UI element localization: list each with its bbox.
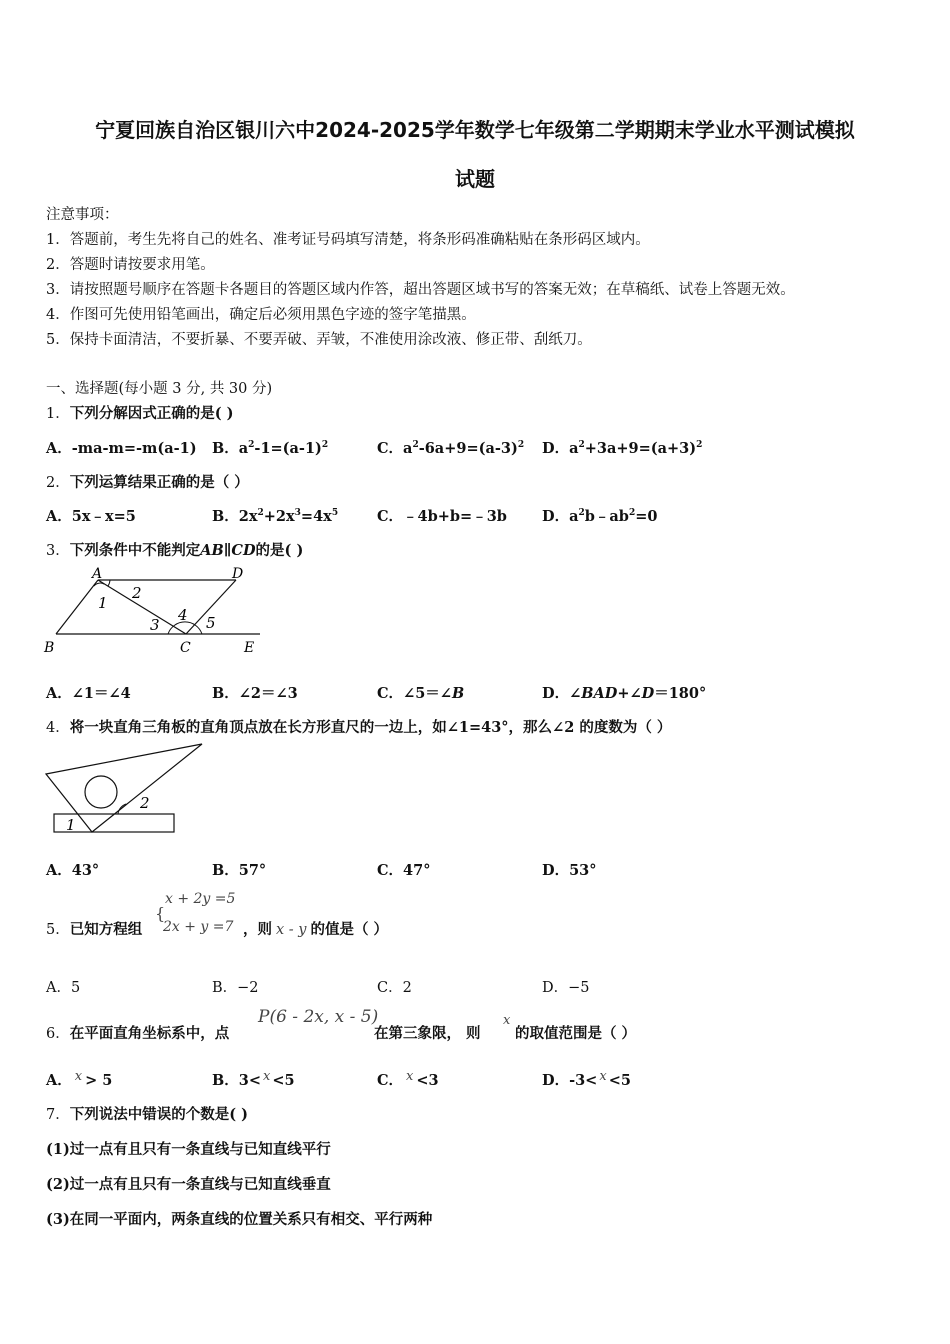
question-3 bbox=[46, 539, 303, 560]
question-7 bbox=[46, 1103, 248, 1124]
option-part: <5 bbox=[272, 1072, 295, 1089]
option-part-italic: BAD bbox=[581, 685, 618, 702]
math-variable: x bbox=[503, 1013, 511, 1028]
q2-option-c: C．﹣4b+b=﹣3b bbox=[377, 508, 507, 525]
angle-label-2: 2 bbox=[140, 794, 150, 812]
question-text: 在第三象限， 则 bbox=[374, 1025, 481, 1042]
q6-option-c bbox=[377, 1069, 439, 1090]
q5-option-b: B．−2 bbox=[212, 980, 259, 996]
question-6-cont bbox=[374, 1022, 481, 1043]
triangle-hole bbox=[85, 776, 117, 808]
option-part: <3 bbox=[416, 1072, 439, 1089]
notice-heading: 注意事项： bbox=[46, 207, 119, 223]
exponent: 2 bbox=[412, 440, 419, 451]
option-part: ＝180° bbox=[654, 685, 707, 702]
question-text: 下列条件中不能判定 bbox=[69, 542, 201, 559]
option-part: -6a+9=(a-3) bbox=[418, 440, 518, 457]
question-text: 下列说法中错误的个数是( ) bbox=[69, 1106, 249, 1123]
exponent: 3 bbox=[294, 508, 301, 519]
q3-option-b: B．∠2＝∠3 bbox=[212, 685, 298, 702]
question-text: ，则 bbox=[243, 921, 272, 938]
question-number: 2． bbox=[46, 475, 70, 491]
q2-option-b bbox=[212, 505, 338, 526]
math-variable: x bbox=[599, 1069, 607, 1084]
q6-option-a bbox=[46, 1069, 112, 1090]
question-6 bbox=[46, 1022, 229, 1043]
exponent: 2 bbox=[696, 440, 703, 451]
math-variable: x bbox=[74, 1069, 83, 1084]
exponent: 2 bbox=[578, 508, 585, 519]
option-part: =4x bbox=[300, 508, 332, 525]
option-part-italic: D bbox=[641, 685, 655, 702]
notice-item: 4．作图可先使用铅笔画出，确定后必须用黑色字迹的签字笔描黑。 bbox=[46, 307, 476, 323]
option-part: D．a bbox=[542, 440, 579, 457]
point-label-d: D bbox=[232, 566, 244, 582]
point-expression: P(6 - 2x, x - 5) bbox=[258, 1007, 379, 1027]
q3-option-a: A．∠1＝∠4 bbox=[46, 685, 131, 702]
option-part: D．-3< bbox=[542, 1072, 598, 1089]
section-heading: 一、选择题(每小题 3 分, 共 30 分) bbox=[46, 381, 273, 397]
notice-item: 2．答题时请按要求用笔。 bbox=[46, 257, 215, 273]
exponent: 2 bbox=[628, 508, 636, 519]
q6-option-b bbox=[212, 1069, 295, 1090]
question-text: 已知方程组 bbox=[69, 921, 143, 938]
exponent: 2 bbox=[578, 440, 585, 451]
angle-label-2: 2 bbox=[132, 584, 142, 602]
question-text: 的取值范围是（ ） bbox=[515, 1025, 637, 1042]
question-text: 下列分解因式正确的是( ) bbox=[69, 405, 234, 422]
option-part: <5 bbox=[608, 1072, 631, 1089]
angle-label-4: 4 bbox=[178, 606, 188, 624]
q1-option-c bbox=[377, 437, 524, 458]
math-expression: x - y bbox=[276, 922, 307, 938]
question-text: 的是( ) bbox=[255, 542, 304, 559]
option-part-italic: B bbox=[451, 685, 465, 702]
q5-option-d: D．−5 bbox=[542, 980, 590, 996]
q4-option-d: D．53° bbox=[542, 862, 597, 879]
option-part: B．3< bbox=[212, 1072, 261, 1089]
question-number: 6． bbox=[46, 1026, 70, 1042]
q3-figure bbox=[40, 562, 270, 658]
option-part: C．∠5＝∠ bbox=[377, 685, 452, 702]
angle-arc bbox=[108, 580, 110, 586]
line-ac bbox=[98, 580, 186, 634]
exponent: 2 bbox=[321, 440, 329, 451]
q5-option-c: C．2 bbox=[377, 980, 412, 996]
q7-statement-3: (3)在同一平面内，两条直线的位置关系只有相交、平行两种 bbox=[46, 1211, 433, 1228]
equation-2: 2x + y =7 bbox=[163, 919, 234, 935]
option-part: D．a bbox=[542, 508, 579, 525]
q4-figure bbox=[40, 742, 210, 838]
q7-statement-2: (2)过一点有且只有一条直线与已知直线垂直 bbox=[46, 1176, 331, 1193]
math-variable: x bbox=[406, 1069, 414, 1084]
question-text-italic: AB∥CD bbox=[200, 542, 256, 559]
question-text: 在平面直角坐标系中，点 bbox=[69, 1025, 230, 1042]
q4-option-c: C．47° bbox=[377, 862, 431, 879]
point-label-b: B bbox=[44, 640, 55, 656]
question-number: 5． bbox=[46, 922, 70, 938]
question-6-tail bbox=[515, 1022, 636, 1043]
exponent: 5 bbox=[331, 508, 339, 519]
angle-label-1: 1 bbox=[66, 816, 76, 834]
angle-label-1: 1 bbox=[98, 594, 108, 612]
exponent: 2 bbox=[257, 508, 264, 519]
option-part: +3a+9=(a+3) bbox=[584, 440, 697, 457]
point-label-e: E bbox=[244, 640, 255, 656]
question-1 bbox=[46, 402, 234, 423]
question-text: 将一块直角三角板的直角顶点放在长方形直尺的一边上，如∠1=43°，那么∠2 的度数为（ ） bbox=[69, 719, 672, 736]
question-number: 1． bbox=[46, 406, 70, 422]
q2-option-d bbox=[542, 505, 657, 526]
question-number: 7． bbox=[46, 1107, 70, 1123]
question-4 bbox=[46, 716, 671, 737]
notice-item: 5．保持卡面清洁，不要折暴、不要弄破、弄皱，不准使用涂改液、修正带、刮纸刀。 bbox=[46, 332, 592, 348]
exponent: 2 bbox=[517, 440, 525, 451]
point-label-a: A bbox=[92, 566, 103, 582]
option-part: D．∠ bbox=[542, 685, 582, 702]
angle-label-3: 3 bbox=[150, 616, 160, 634]
notice-item: 3．请按照题号顺序在答题卡各题目的答题区域内作答，超出答题区域书写的答案无效；在草稿纸、试卷上答题无效。 bbox=[46, 282, 795, 298]
option-part: C．a bbox=[377, 440, 413, 457]
point-label-c: C bbox=[180, 640, 191, 656]
option-part: +2x bbox=[263, 508, 295, 525]
option-part: B．a bbox=[212, 440, 249, 457]
q5-option-a: A．5 bbox=[46, 980, 81, 996]
option-part: A． bbox=[46, 1072, 72, 1089]
equation-1: x + 2y =5 bbox=[165, 891, 236, 907]
q2-option-a: A．5x﹣x=5 bbox=[46, 508, 136, 525]
option-part: -1=(a-1) bbox=[254, 440, 322, 457]
option-part: B．2x bbox=[212, 508, 258, 525]
question-5 bbox=[46, 918, 142, 939]
math-variable: x bbox=[263, 1069, 271, 1084]
option-part: +∠ bbox=[617, 685, 642, 702]
question-text: 下列运算结果正确的是（ ） bbox=[69, 474, 249, 491]
q1-option-d bbox=[542, 437, 702, 458]
question-number: 3． bbox=[46, 543, 70, 559]
exam-title-cont: 试题 bbox=[455, 167, 495, 191]
option-part: > 5 bbox=[85, 1072, 113, 1089]
q1-option-a: A．-ma-m=-m(a-1) bbox=[46, 440, 197, 457]
exam-title: 宁夏回族自治区银川六中2024-2025学年数学七年级第二学期期末学业水平测试模拟 bbox=[95, 118, 855, 142]
option-part: =0 bbox=[635, 508, 658, 525]
q4-option-b: B．57° bbox=[212, 862, 267, 879]
q3-option-c bbox=[377, 682, 464, 703]
equation-brace: { bbox=[155, 904, 166, 923]
option-part: C． bbox=[377, 1072, 404, 1089]
q7-statement-1: (1)过一点有且只有一条直线与已知直线平行 bbox=[46, 1141, 331, 1158]
question-number: 4． bbox=[46, 720, 70, 736]
q4-option-a: A．43° bbox=[46, 862, 100, 879]
exponent: 2 bbox=[248, 440, 255, 451]
q1-option-b bbox=[212, 437, 328, 458]
line-ab bbox=[56, 580, 98, 634]
question-text: 的值是（ ） bbox=[310, 921, 389, 938]
question-2 bbox=[46, 471, 249, 492]
q3-option-d bbox=[542, 682, 706, 703]
q6-option-d bbox=[542, 1069, 631, 1090]
question-5-cont bbox=[243, 918, 388, 939]
notice-item: 1．答题前，考生先将自己的姓名、准考证号码填写清楚，将条形码准确粘贴在条形码区域内。 bbox=[46, 232, 650, 248]
option-part: b﹣ab bbox=[584, 508, 629, 525]
angle-label-5: 5 bbox=[206, 614, 216, 632]
